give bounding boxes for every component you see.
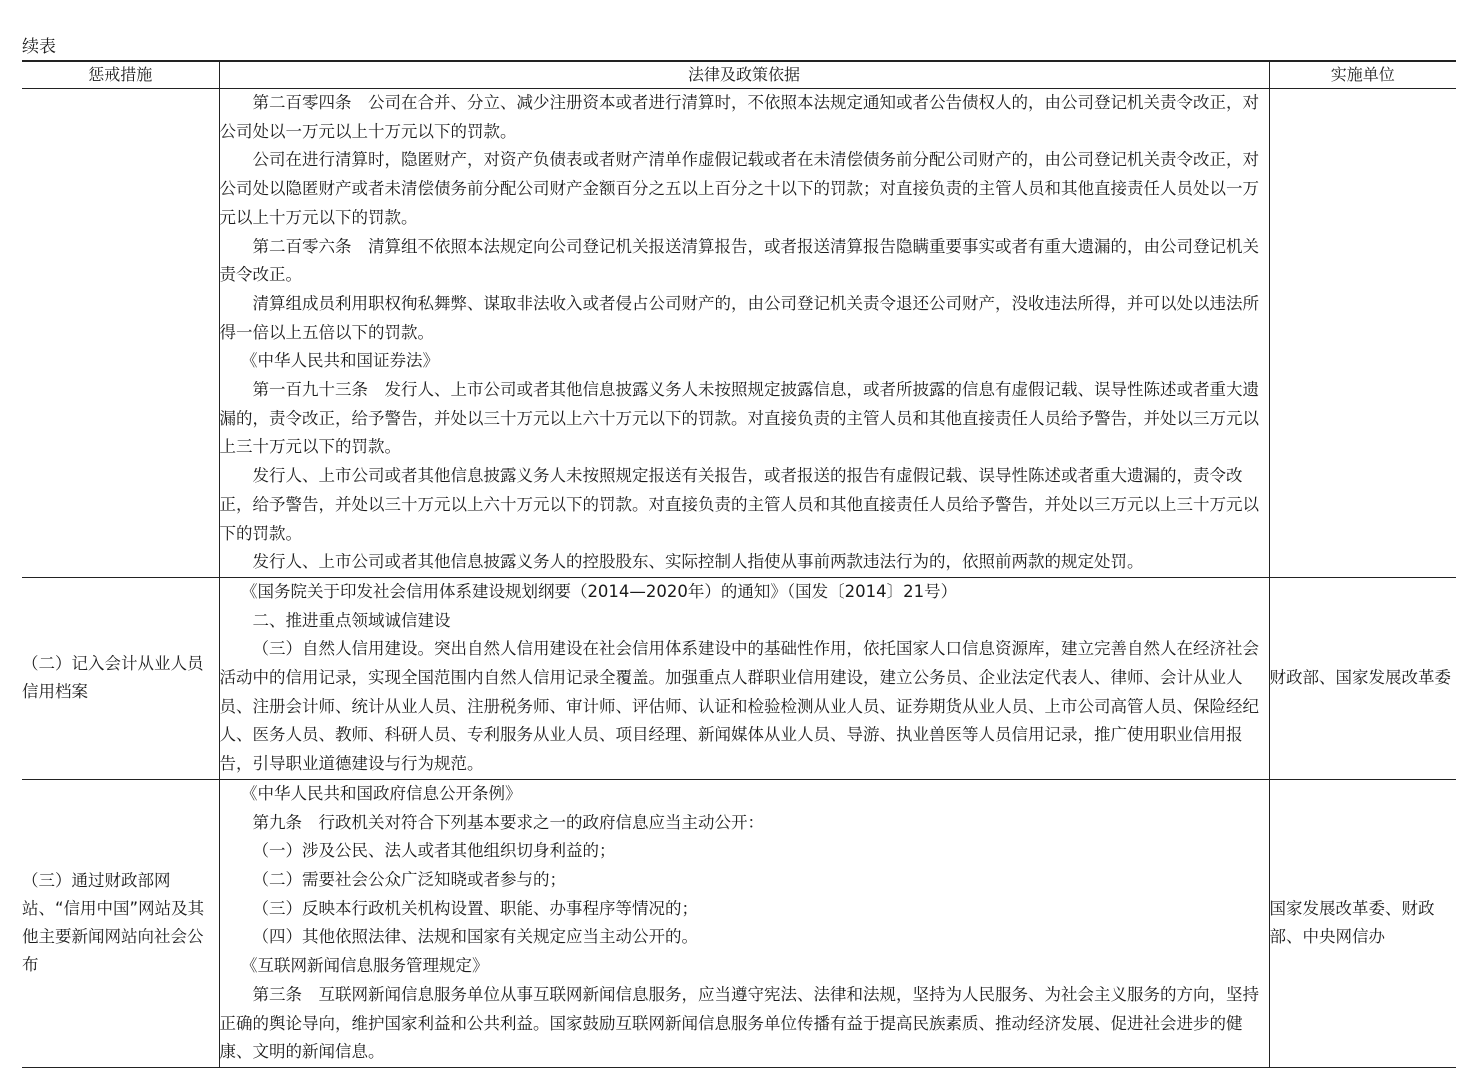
law-paragraph: 第九条 行政机关对符合下列基本要求之一的政府信息应当主动公开： <box>252 812 764 832</box>
table-row <box>22 89 1456 578</box>
table-row <box>22 779 1456 1067</box>
table-caption: 续表 <box>22 37 56 57</box>
penalty-table <box>22 60 1456 1068</box>
law-paragraph: 第二百零六条 清算组不依照本法规定向公司登记机关报送清算报告，或者报送清算报告隐瞒重要事实或者有重大遗漏的，由公司登记机关责令改正。 <box>219 236 1259 285</box>
law-paragraph: （三）反映本行政机关机构设置、职能、办事程序等情况的； <box>252 898 698 918</box>
law-paragraph: 公司在进行清算时，隐匿财产，对资产负债表或者财产清单作虚假记载或者在未清偿债务前分配公司财产的，由公司登记机关责令改正，对公司处以隐匿财产或者未清偿债务前分配公司财产金额百分之五以上百分之十以下的罚款；对直接负责的主管人员和其他直接责任人员处以一万元以上十万元以下的罚款。 <box>219 150 1259 227</box>
law-paragraph: 二、推进重点领域诚信建设 <box>252 610 451 630</box>
measure-cell: （二）记入会计从业人员信用档案 <box>22 577 219 779</box>
law-paragraph: （四）其他依照法律、法规和国家有关规定应当主动公开的。 <box>252 927 698 947</box>
header-measure: 惩戒措施 <box>22 61 219 89</box>
law-cell <box>219 89 1269 578</box>
unit-cell <box>1269 89 1456 578</box>
law-document-title: 《中华人民共和国政府信息公开条例》 <box>240 783 522 803</box>
header-unit: 实施单位 <box>1269 61 1456 89</box>
law-document-title: 《中华人民共和国证券法》 <box>240 351 439 371</box>
law-paragraph: 第三条 互联网新闻信息服务单位从事互联网新闻信息服务，应当遵守宪法、法律和法规，坚持为人民服务、为社会主义服务的方向，坚持正确的舆论导向，维护国家利益和公共利益。国家鼓励互联网新闻信息服务单位传播有益于提高民族素质、推动经济发展、促进社会进步的健康、文明的新闻信息。 <box>219 984 1259 1062</box>
law-paragraph: 第二百零四条 公司在合并、分立、减少注册资本或者进行清算时，不依照本法规定通知或者公告债权人的，由公司登记机关责令改正，对公司处以一万元以上十万元以下的罚款。 <box>219 93 1259 141</box>
law-cell <box>219 577 1269 779</box>
law-paragraph: （二）需要社会公众广泛知晓或者参与的； <box>252 869 566 889</box>
law-paragraph: 发行人、上市公司或者其他信息披露义务人的控股股东、实际控制人指使从事前两款违法行为的，依照前两款的规定处罚。 <box>252 552 1144 572</box>
law-paragraph: （三）自然人信用建设。突出自然人信用建设在社会信用体系建设中的基础性作用，依托国家人口信息资源库，建立完善自然人在经济社会活动中的信用记录，实现全国范围内自然人信用记录全覆盖。加强重点人群职业信用建设，建立公务员、企业法定代表人、律师、会计从业人员、注册会计师、统计从业人员、注册税务师、审计师、评估师、认证和检验检测从业人员、证券期货从业人员、上市公司高管人员、保险经纪人、医务人员、教师、科研人员、专利服务从业人员、项目经理、新闻媒体从业人员、导游、执业兽医等人员信用记录，推广使用职业信用报告，引导职业道德建设与行为规范。 <box>219 639 1259 774</box>
table-row <box>22 577 1456 779</box>
law-cell <box>219 779 1269 1067</box>
law-paragraph: 清算组成员利用职权徇私舞弊、谋取非法收入或者侵占公司财产的，由公司登记机关责令退还公司财产，没收违法所得，并可以处以违法所得一倍以上五倍以下的罚款。 <box>219 293 1259 342</box>
law-document-title: 《国务院关于印发社会信用体系建设规划纲要（2014—2020年）的通知》（国发〔2014〕21号） <box>240 581 958 601</box>
measure-cell: （三）通过财政部网站、“信用中国”网站及其他主要新闻网站向社会公布 <box>22 779 219 1067</box>
unit-cell: 财政部、国家发展改革委 <box>1269 577 1456 779</box>
law-document-title: 《互联网新闻信息服务管理规定》 <box>240 956 489 976</box>
measure-cell <box>22 89 219 578</box>
unit-cell: 国家发展改革委、财政部、中央网信办 <box>1269 779 1456 1067</box>
table-header-row <box>22 61 1456 89</box>
law-paragraph: 第一百九十三条 发行人、上市公司或者其他信息披露义务人未按照规定披露信息，或者所披露的信息有虚假记载、误导性陈述或者重大遗漏的，责令改正，给予警告，并处以三十万元以上六十万元以下的罚款。对直接负责的主管人员和其他直接责任人员给予警告，并处以三万元以上三十万元以下的罚款。 <box>219 380 1259 457</box>
law-paragraph: 发行人、上市公司或者其他信息披露义务人未按照规定报送有关报告，或者报送的报告有虚假记载、误导性陈述或者重大遗漏的，责令改正，给予警告，并处以三十万元以上六十万元以下的罚款。对直接负责的主管人员和其他直接责任人员给予警告，并处以三万元以上三十万元以下的罚款。 <box>219 466 1259 543</box>
law-paragraph: （一）涉及公民、法人或者其他组织切身利益的； <box>252 841 616 861</box>
header-law: 法律及政策依据 <box>219 61 1269 89</box>
